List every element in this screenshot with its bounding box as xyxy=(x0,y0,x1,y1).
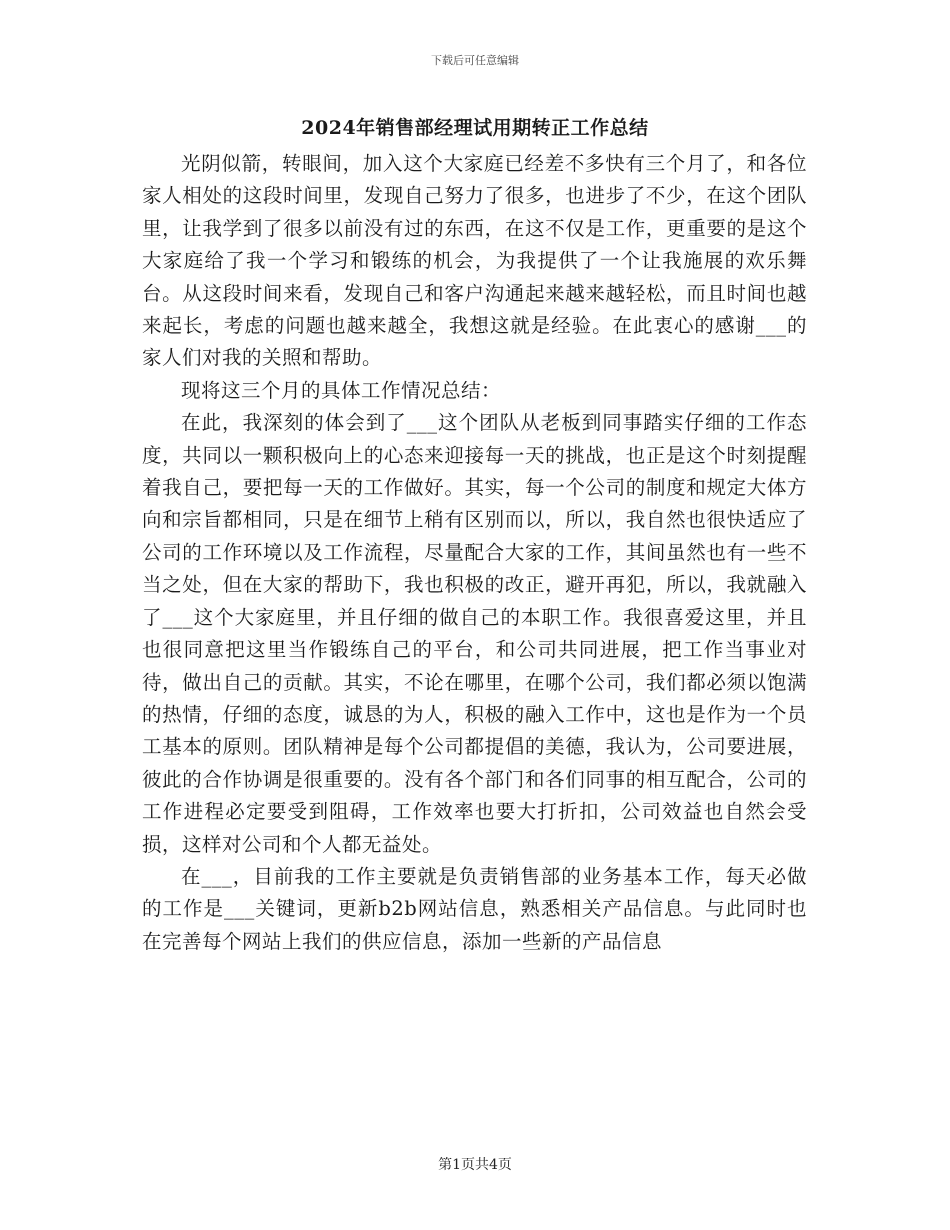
paragraph-team-experience: 在此，我深刻的体会到了___这个团队从老板到同事踏实仔细的工作态度，共同以一颗积极向上的心态来迎接每一天的挑战，也正是这个时刻提醒着我自己，要把每一天的工作做好。其实，每一个公司的制度和规定大体方向和宗旨都相同，只是在细节上稍有区别而以，所以，我自然也很快适应了公司的工作环境以及工作流程，尽量配合大家的工作，其间虽然也有一些不当之处，但在大家的帮助下，我也积极的改正，避开再犯，所以，我就融入了___这个大家庭里，并且仔细的做自己的本职工作。我很喜爱这里，并且也很同意把这里当作锻练自己的平台，和公司共同进展，把工作当事业对待，做出自己的贡献。其实，不论在哪里，在哪个公司，我们都必须以饱满的热情，仔细的态度，诚恳的为人，积极的融入工作中，这也是作为一个员工基本的原则。团队精神是每个公司都提倡的美德，我认为，公司要进展，彼此的合作协调是很重要的。没有各个部门和各们同事的相互配合，公司的工作进程必定要受到阻碍，工作效率也要大打折扣，公司效益也自然会受损，这样对公司和个人都无益处。 xyxy=(142,411,807,856)
paragraph-summary-lead: 现将这三个月的具体工作情况总结： xyxy=(181,378,502,402)
document-body xyxy=(142,148,807,958)
paragraph-intro: 光阴似箭，转眼间，加入这个大家庭已经差不多快有三个月了，和各位家人相处的这段时间里，发现自己努力了很多，也进步了不少，在这个团队里，让我学到了很多以前没有过的东西，在这不仅是工作，更重要的是这个大家庭给了我一个学习和锻练的机会，为我提供了一个让我施展的欢乐舞台。从这段时间来看，发现自己和客户沟通起来越来越轻松，而且时间也越来起长，考虑的问题也越来越全，我想这就是经验。在此衷心的感谢___的家人们对我的关照和帮助。 xyxy=(142,152,807,370)
header-note: 下载后可任意编辑 xyxy=(431,54,519,67)
paragraph-current-work: 在___，目前我的工作主要就是负责销售部的业务基本工作，每天必做的工作是___关键词，更新b2b网站信息，熟悉相关产品信息。与此同时也在完善每个网站上我们的供应信息，添加一些新的产品信息 xyxy=(142,864,807,953)
page-indicator: 第1页共4页 xyxy=(438,1157,512,1173)
document-title: 2024年销售部经理试用期转正工作总结 xyxy=(301,117,649,139)
